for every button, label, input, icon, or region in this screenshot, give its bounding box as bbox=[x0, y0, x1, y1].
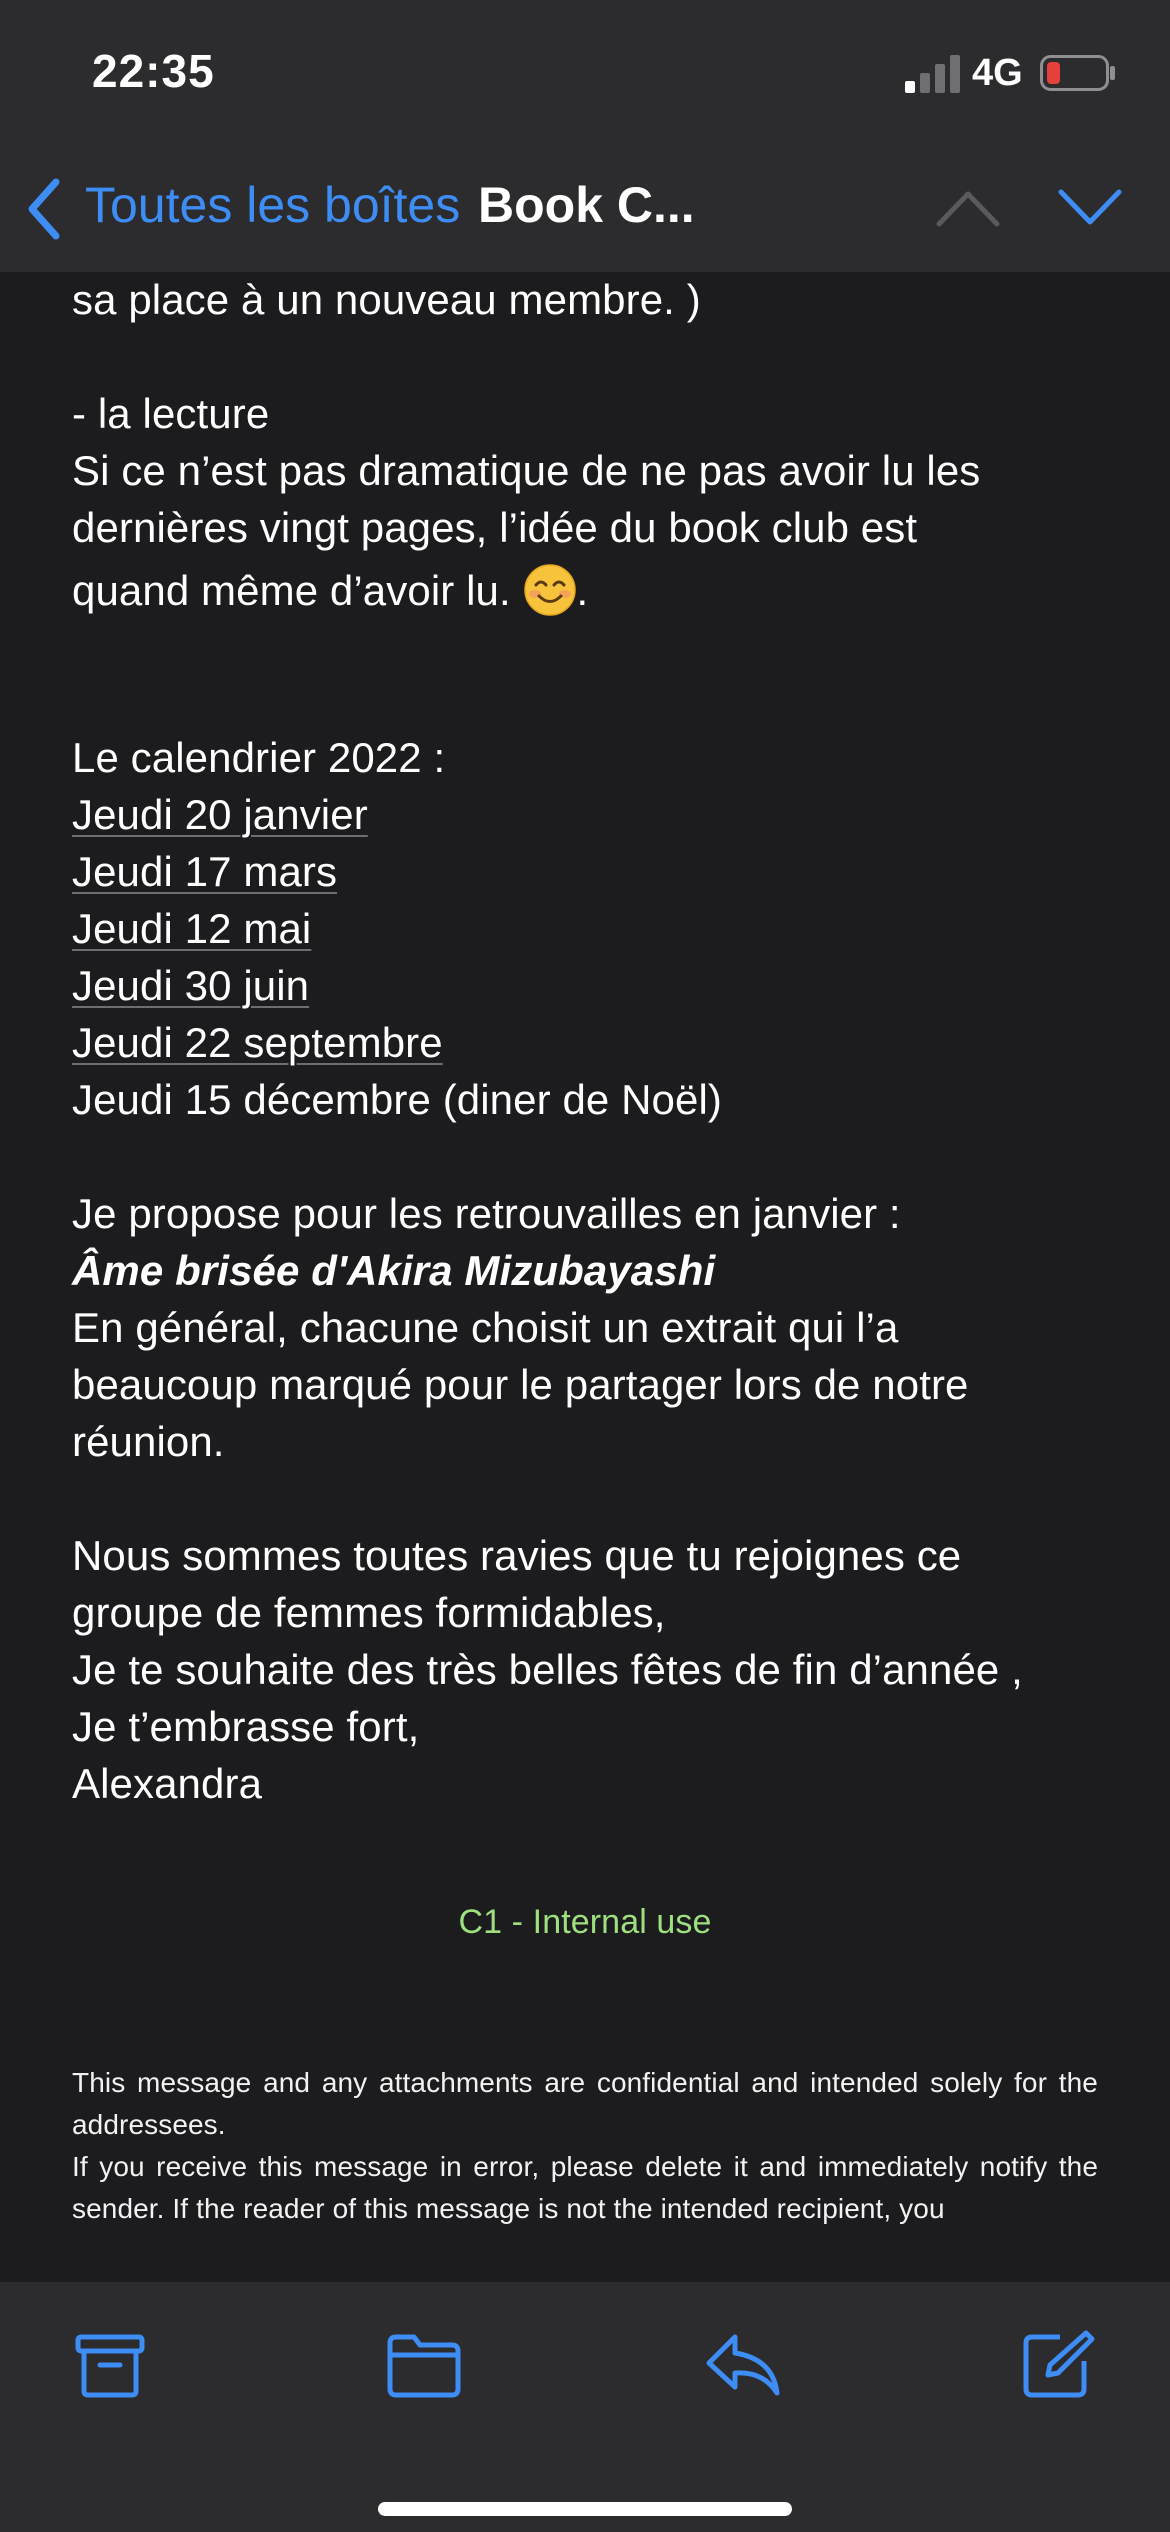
disclaimer-line: This message and any attachments are confidential and intended solely for the addressees. bbox=[72, 2067, 1098, 2140]
signature: Alexandra bbox=[72, 1760, 263, 1807]
body-line: Nous sommes toutes ravies que tu rejoignes ce bbox=[72, 1532, 962, 1579]
navigation-bar bbox=[0, 150, 1170, 272]
body-line: En général, chacune choisit un extrait qui l’a bbox=[72, 1304, 899, 1351]
message-content bbox=[72, 214, 1112, 2230]
classification-label: C1 - Internal use bbox=[458, 1903, 712, 1941]
archive-icon[interactable] bbox=[72, 2329, 148, 2399]
calendar-date-link[interactable]: Jeudi 22 septembre bbox=[72, 1019, 443, 1066]
body-line: réunion. bbox=[72, 1418, 225, 1465]
body-line: groupe de femmes formidables, bbox=[72, 1589, 666, 1636]
back-button-all-mailboxes[interactable]: Toutes les boîtes bbox=[85, 177, 461, 233]
body-line: dernières vingt pages, l’idée du book club est bbox=[72, 504, 918, 551]
calendar-date-link[interactable]: Jeudi 20 janvier bbox=[72, 791, 368, 838]
calendar-date-link[interactable]: Jeudi 30 juin bbox=[72, 962, 310, 1009]
previous-message-chevron-up-icon[interactable] bbox=[935, 188, 1001, 228]
body-line: Je t’embrasse fort, bbox=[72, 1703, 420, 1750]
calendar-heading: Le calendrier 2022 : bbox=[72, 734, 446, 781]
thread-title: Book C... bbox=[478, 177, 695, 233]
body-line: quand même d’avoir lu. . bbox=[72, 562, 1112, 619]
next-message-chevron-down-icon[interactable] bbox=[1057, 188, 1123, 228]
body-line: Je propose pour les retrouvailles en janvier : bbox=[72, 1190, 901, 1237]
calendar-date-link[interactable]: Jeudi 12 mai bbox=[72, 905, 312, 952]
body-line: beaucoup marqué pour le partager lors de notre bbox=[72, 1361, 969, 1408]
body-line: Je te souhaite des très belles fêtes de fin d’année , bbox=[72, 1646, 1023, 1693]
message-body[interactable] bbox=[0, 272, 1170, 2282]
reply-icon[interactable] bbox=[705, 2329, 781, 2399]
cellular-signal-icon bbox=[905, 55, 961, 93]
battery-low-icon bbox=[1040, 55, 1116, 91]
folder-icon[interactable] bbox=[386, 2329, 462, 2399]
smiling-face-emoji-icon bbox=[523, 563, 577, 617]
network-type: 4G bbox=[972, 52, 1023, 94]
legal-disclaimer bbox=[72, 2062, 1098, 2230]
back-chevron-icon[interactable] bbox=[24, 176, 64, 242]
home-indicator[interactable] bbox=[378, 2502, 792, 2516]
disclaimer-line: If you receive this message in error, please delete it and immediately notify the sender. If the reader of this message is not the intended recipient, you bbox=[72, 2151, 1098, 2224]
lecture-heading: - la lecture bbox=[72, 390, 270, 437]
book-title: Âme brisée d'Akira Mizubayashi bbox=[72, 1247, 716, 1294]
calendar-date-link[interactable]: Jeudi 17 mars bbox=[72, 848, 338, 895]
body-line: sa place à un nouveau membre. ) bbox=[72, 276, 701, 323]
calendar-date: Jeudi 15 décembre (diner de Noël) bbox=[72, 1076, 722, 1123]
clock: 22:35 bbox=[92, 45, 215, 97]
bottom-toolbar bbox=[0, 2282, 1170, 2532]
compose-icon[interactable] bbox=[1020, 2329, 1096, 2399]
body-line: Si ce n’est pas dramatique de ne pas avoir lu les bbox=[72, 447, 981, 494]
status-bar bbox=[0, 0, 1170, 150]
